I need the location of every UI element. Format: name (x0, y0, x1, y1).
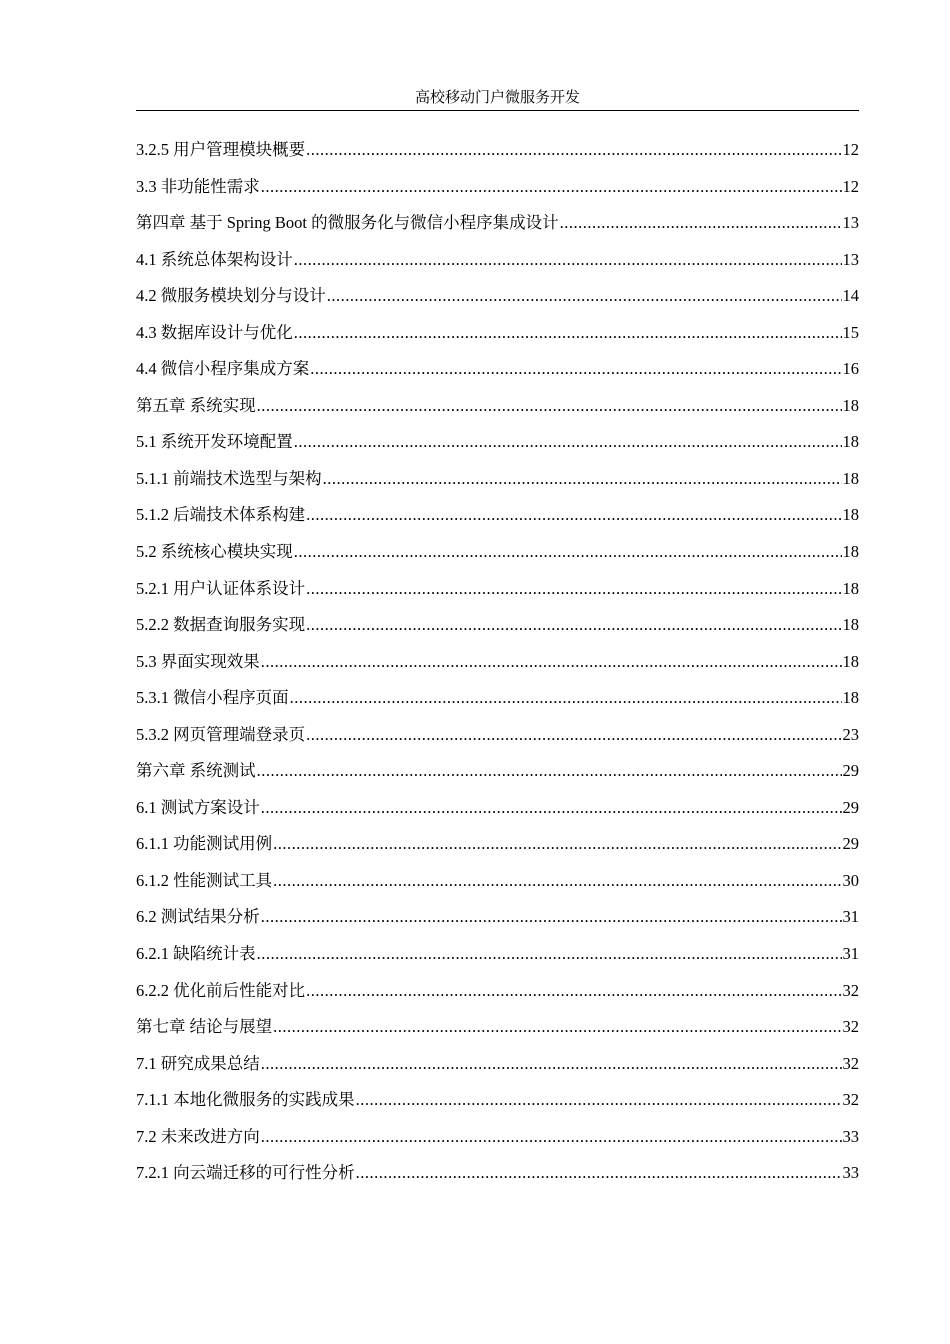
toc-page-number: 16 (842, 359, 859, 379)
toc-entry[interactable] (136, 540, 859, 577)
toc-entry-title: 第四章 基于 Spring Boot 的微服务化与微信小程序集成设计 (136, 213, 559, 233)
toc-entry-title: 4.4 微信小程序集成方案 (136, 359, 310, 379)
toc-page-number: 13 (842, 249, 859, 269)
toc-entry[interactable] (136, 613, 859, 650)
toc-entry-title: 7.1 研究成果总结 (136, 1053, 260, 1073)
toc-entry-title: 5.3.2 网页管理端登录页 (136, 724, 306, 744)
toc-entry[interactable] (136, 1015, 859, 1052)
toc-entry[interactable] (136, 577, 859, 614)
toc-page-number: 31 (842, 907, 859, 927)
toc-page-number: 18 (842, 651, 859, 671)
toc-entry-title: 6.1.2 性能测试工具 (136, 870, 273, 890)
toc-entry-title: 第七章 结论与展望 (136, 1017, 273, 1037)
toc-leader-dots (294, 540, 842, 564)
toc-entry-title: 5.1 系统开发环境配置 (136, 432, 293, 452)
toc-leader-dots (356, 1161, 842, 1185)
toc-leader-dots (323, 467, 842, 491)
header-divider (136, 110, 859, 111)
table-of-contents (136, 138, 859, 1198)
toc-page-number: 33 (842, 1126, 859, 1146)
toc-entry[interactable] (136, 248, 859, 285)
toc-entry[interactable] (136, 832, 859, 869)
toc-entry[interactable] (136, 284, 859, 321)
toc-page-number: 32 (842, 1053, 859, 1073)
toc-page-number: 14 (842, 286, 859, 306)
toc-page-number: 12 (842, 140, 859, 159)
toc-entry[interactable] (136, 650, 859, 687)
toc-leader-dots (273, 869, 841, 893)
toc-leader-dots (290, 686, 842, 710)
toc-page-number: 31 (842, 944, 859, 964)
running-header: 高校移动门户微服务开发 (414, 90, 580, 106)
toc-entry[interactable] (136, 905, 859, 942)
toc-entry-title: 3.2.5 用户管理模块概要 (136, 140, 306, 159)
toc-entry-title: 5.2.1 用户认证体系设计 (136, 578, 306, 598)
toc-entry-title: 5.3.1 微信小程序页面 (136, 688, 289, 708)
toc-entry[interactable] (136, 175, 859, 212)
toc-page-number: 18 (842, 542, 859, 562)
toc-leader-dots (261, 650, 842, 674)
toc-entry[interactable] (136, 796, 859, 833)
toc-page-number: 13 (842, 213, 859, 233)
toc-entry[interactable] (136, 357, 859, 394)
toc-entry[interactable] (136, 1088, 859, 1125)
toc-leader-dots (294, 248, 842, 272)
toc-leader-dots (261, 905, 842, 929)
toc-leader-dots (273, 1015, 841, 1039)
toc-entry-title: 6.2.2 优化前后性能对比 (136, 980, 306, 1000)
toc-entry-title: 7.2.1 向云端迁移的可行性分析 (136, 1163, 355, 1183)
toc-entry-title: 6.2.1 缺陷统计表 (136, 944, 256, 964)
toc-leader-dots (294, 430, 842, 454)
toc-leader-dots (273, 832, 841, 856)
toc-leader-dots (306, 577, 841, 601)
toc-leader-dots (306, 503, 841, 527)
toc-page-number: 12 (842, 176, 859, 196)
toc-page-number: 15 (842, 322, 859, 342)
toc-page-number: 30 (842, 870, 859, 890)
toc-leader-dots (257, 394, 842, 418)
toc-page-number: 18 (842, 432, 859, 452)
toc-entry-title: 5.3 界面实现效果 (136, 651, 260, 671)
toc-entry-title: 6.1 测试方案设计 (136, 797, 260, 817)
toc-entry-title: 5.2.2 数据查询服务实现 (136, 615, 306, 635)
toc-entry-title: 5.1.1 前端技术选型与架构 (136, 468, 322, 488)
toc-leader-dots (261, 1052, 842, 1076)
toc-entry-title: 6.1.1 功能测试用例 (136, 834, 273, 854)
toc-entry-title: 4.2 微服务模块划分与设计 (136, 286, 326, 306)
toc-leader-dots (306, 138, 841, 162)
toc-entry[interactable] (136, 321, 859, 358)
toc-entry[interactable] (136, 394, 859, 431)
toc-entry-title: 7.2 未来改进方向 (136, 1126, 260, 1146)
toc-entry[interactable] (136, 869, 859, 906)
toc-entry[interactable] (136, 138, 859, 175)
toc-leader-dots (327, 284, 842, 308)
toc-page-number: 18 (842, 395, 859, 415)
toc-leader-dots (306, 979, 841, 1003)
toc-page-number: 32 (842, 980, 859, 1000)
toc-entry-title: 第五章 系统实现 (136, 395, 256, 415)
toc-page-number: 32 (842, 1090, 859, 1110)
toc-entry[interactable] (136, 979, 859, 1016)
toc-page-number: 18 (842, 578, 859, 598)
toc-entry-title: 5.2 系统核心模块实现 (136, 542, 293, 562)
toc-leader-dots (261, 796, 842, 820)
toc-entry[interactable] (136, 942, 859, 979)
toc-leader-dots (294, 321, 842, 345)
toc-entry[interactable] (136, 430, 859, 467)
toc-leader-dots (257, 759, 842, 783)
toc-entry[interactable] (136, 211, 859, 248)
toc-entry-title: 3.3 非功能性需求 (136, 176, 260, 196)
toc-page-number: 29 (842, 797, 859, 817)
toc-entry-title: 7.1.1 本地化微服务的实践成果 (136, 1090, 355, 1110)
toc-page-number: 29 (842, 761, 859, 781)
toc-page-number: 32 (842, 1017, 859, 1037)
toc-leader-dots (261, 175, 842, 199)
toc-leader-dots (356, 1088, 842, 1112)
toc-leader-dots (261, 1125, 842, 1149)
toc-entry[interactable] (136, 467, 859, 504)
toc-page-number: 23 (842, 724, 859, 744)
toc-page-number: 29 (842, 834, 859, 854)
toc-page-number: 18 (842, 615, 859, 635)
toc-entry[interactable] (136, 1125, 859, 1162)
toc-leader-dots (257, 942, 842, 966)
toc-entry-title: 5.1.2 后端技术体系构建 (136, 505, 306, 525)
toc-entry[interactable] (136, 503, 859, 540)
toc-entry-title: 6.2 测试结果分析 (136, 907, 260, 927)
toc-page-number: 18 (842, 468, 859, 488)
toc-entry[interactable] (136, 759, 859, 796)
toc-entry-title: 第六章 系统测试 (136, 761, 256, 781)
toc-entry[interactable] (136, 686, 859, 723)
toc-leader-dots (310, 357, 841, 381)
toc-page-number: 18 (842, 688, 859, 708)
toc-entry-title: 4.3 数据库设计与优化 (136, 322, 293, 342)
toc-leader-dots (306, 613, 841, 637)
toc-entry[interactable] (136, 723, 859, 760)
toc-entry[interactable] (136, 1161, 859, 1198)
toc-page-number: 33 (842, 1163, 859, 1183)
toc-leader-dots (560, 211, 842, 235)
toc-entry[interactable] (136, 1052, 859, 1089)
toc-page-number: 18 (842, 505, 859, 525)
toc-leader-dots (306, 723, 841, 747)
toc-entry-title: 4.1 系统总体架构设计 (136, 249, 293, 269)
